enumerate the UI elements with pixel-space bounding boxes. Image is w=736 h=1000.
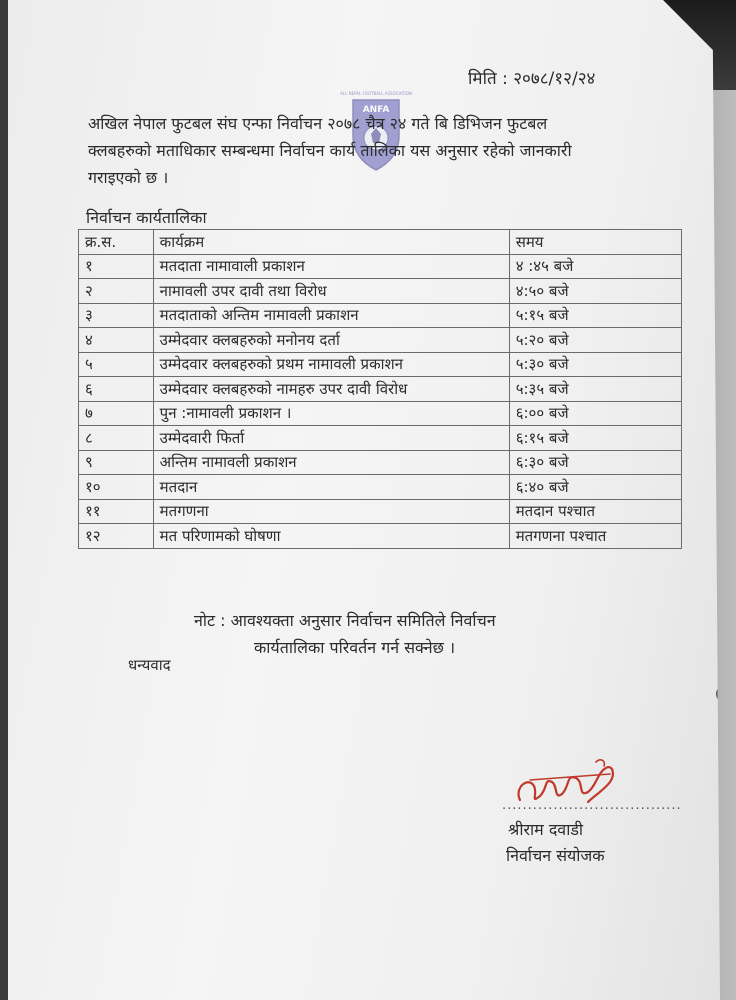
row-program: मतदान [153,475,509,500]
row-time: मतगणना पश्चात [509,524,681,549]
table-row [79,524,682,549]
date-line: मिति : २०७८/१२/२४ [468,69,596,89]
row-time: ६:०० बजे [509,401,681,426]
row-time: ५:३० बजे [509,352,681,377]
table-row [79,303,682,328]
row-program: पुन :नामावली प्रकाशन । [153,401,509,426]
row-serial: १२ [79,524,154,549]
row-program: उम्मेदवार क्लबहरुको प्रथम नामावली प्रकाशन [153,352,509,377]
row-serial: ५ [79,352,154,377]
row-serial: २ [79,279,154,304]
row-time: ६:४० बजे [509,475,681,500]
logo-text: ANFA [362,105,390,115]
row-program: मत परिणामको घोषणा [153,524,509,549]
row-time: ६:१५ बजे [509,426,681,451]
row-program: मतदाताको अन्तिम नामावली प्रकाशन [153,303,509,328]
row-program: मतदाता नामावाली प्रकाशन [153,254,509,279]
table-row [79,254,682,279]
row-time: ६:३० बजे [509,450,681,475]
header-time: समय [509,230,681,255]
row-serial: ३ [79,303,154,328]
row-time: मतदान पश्चात [509,499,681,524]
election-schedule-table [78,229,682,549]
row-program: उम्मेदवारी फिर्ता [153,426,509,451]
table-row [79,499,682,524]
intro-line-2: क्लबहरुको मताधिकार सम्बन्धमा निर्वाचन कार्य तालिका यस अनुसार रहेको जानकारी [88,141,572,160]
row-program: अन्तिम नामावली प्रकाशन [153,450,509,475]
note-line-2: कार्यतालिका परिवर्तन गर्न सक्नेछ । [254,638,456,657]
row-serial: ८ [79,426,154,451]
row-time: ५:३५ बजे [509,377,681,402]
table-row [79,328,682,353]
note-line-1: नोट : आवश्यक्ता अनुसार निर्वाचन समितिले निर्वाचन [194,611,496,630]
intro-line-3: गराइएको छ । [88,168,169,187]
row-serial: ७ [79,401,154,426]
schedule-title: निर्वाचन कार्यतालिका [86,208,207,227]
table-row [79,475,682,500]
signatory-title: निर्वाचन संयोजक [506,846,605,865]
row-time: ५:१५ बजे [509,303,681,328]
signatory-name: श्रीराम दवाडी [508,820,584,839]
table-row [79,279,682,304]
intro-paragraph [88,110,678,191]
table-row [79,401,682,426]
row-serial: ४ [79,328,154,353]
row-serial: ९ [79,450,154,475]
row-program: नामावली उपर दावी तथा विरोध [153,279,509,304]
row-time: ५:२० बजे [509,328,681,353]
row-time: ४ :४५ बजे [509,254,681,279]
logo-subtext: ALL NEPAL FOOTBALL ASSOCIATION [340,91,412,96]
table-header-row [79,230,682,255]
header-serial: क्र.स. [79,230,154,255]
row-serial: ११ [79,499,154,524]
row-time: ४:५० बजे [509,279,681,304]
row-program: उम्मेदवार क्लबहरुको नामहरु उपर दावी विरोध [153,377,509,402]
signature-line: ................................... [502,798,682,813]
table-row [79,352,682,377]
thanks-text: धन्यवाद [128,656,171,674]
row-serial: १० [79,475,154,500]
row-program: उम्मेदवार क्लबहरुको मनोनय दर्ता [153,328,509,353]
table-row [79,426,682,451]
header-program: कार्यक्रम [153,230,509,255]
table-row [79,377,682,402]
table-row [79,450,682,475]
row-serial: ६ [79,377,154,402]
row-serial: १ [79,254,154,279]
intro-line-1: अखिल नेपाल फुटबल संघ एन्फा निर्वाचन २०७८ चैत्र २४ गते बि डिभिजन फुटबल [88,114,548,133]
row-program: मतगणना [153,499,509,524]
